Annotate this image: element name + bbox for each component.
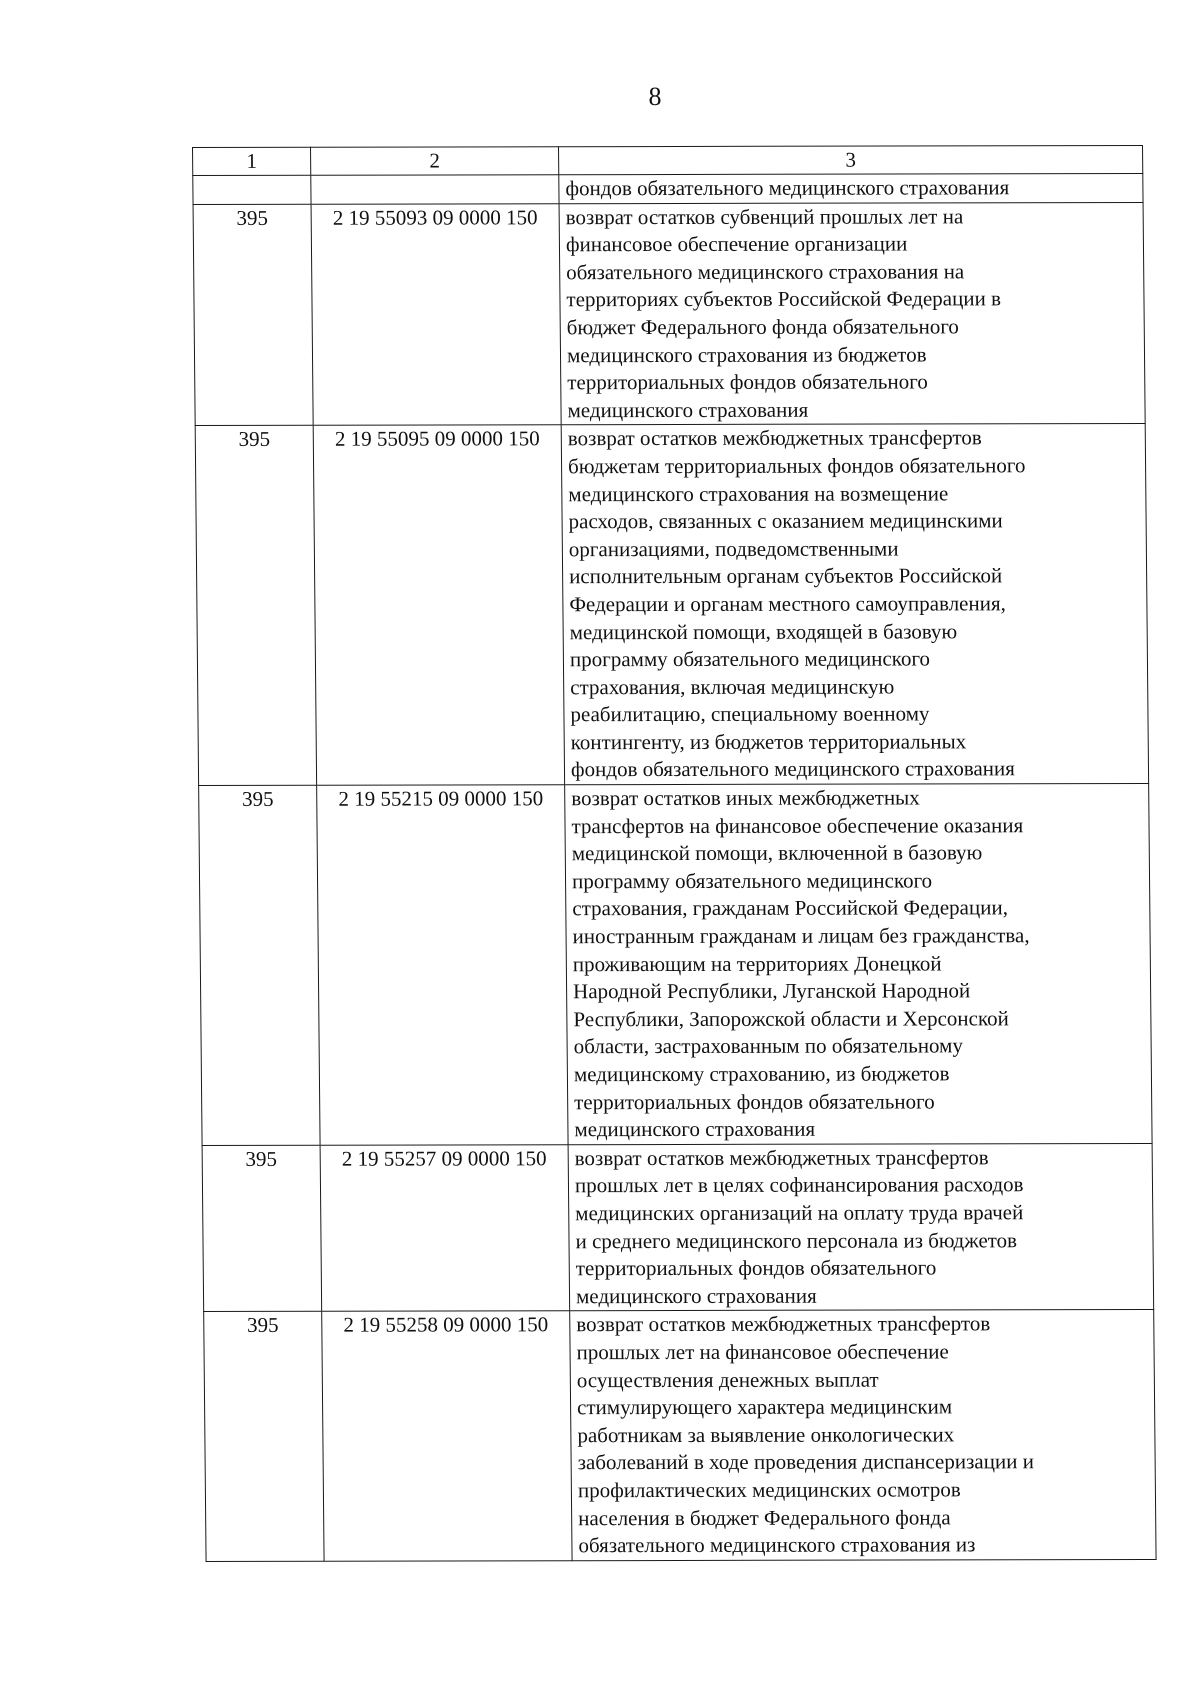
admin-code-cell: 395 (204, 1312, 324, 1562)
description-line: прошлых лет на финансовое обеспечение (576, 1339, 949, 1365)
description-cell (559, 174, 1143, 204)
description-line: области, застрахованным по обязательному (573, 1033, 964, 1059)
table-row (193, 174, 1143, 205)
description-line: страхования, гражданам Российской Федерации, (572, 895, 1009, 921)
description-line: программу обязательного медицинского (571, 868, 933, 894)
description-line: фондов обязательного медицинского страхования (565, 175, 1010, 201)
description-line: программу обязательного медицинского (569, 646, 931, 672)
budget-classification-code-cell: 2 19 55257 09 0000 150 (320, 1144, 570, 1311)
table-row (193, 202, 1145, 426)
admin-code-cell: 395 (202, 1145, 322, 1312)
description-line: Народной Республики, Луганской Народной (572, 978, 971, 1004)
description-line: медицинского страхования (567, 397, 809, 422)
header-cell-1: 1 (193, 147, 311, 175)
description-cell (561, 424, 1148, 785)
description-line: территориальных фондов обязательного (575, 1255, 937, 1281)
description-line: медицинских организаций на оплату труда врачей (575, 1200, 1024, 1226)
description-line: фондов обязательного медицинского страхования (570, 756, 1015, 782)
description-line: медицинского страхования (575, 1283, 817, 1308)
budget-classification-code-cell: 2 19 55215 09 0000 150 (317, 785, 568, 1145)
description-line: медицинского страхования (574, 1116, 816, 1142)
header-cell-2: 2 (311, 147, 559, 176)
table-row (204, 1310, 1156, 1561)
description-line: финансовое обеспечение организации (565, 231, 908, 257)
description-line: заболеваний в ходе проведения диспансеризации и (577, 1449, 1034, 1475)
description-line: медицинской помощи, входящей в базовую (569, 618, 958, 644)
budget-classification-code-cell (311, 175, 559, 204)
description-line: бюджетам территориальных фондов обязательного (567, 453, 1026, 479)
admin-code-cell: 395 (199, 785, 320, 1145)
description-line: населения в бюджет Федерального фонда (578, 1504, 951, 1530)
description-line: медицинского страхования из бюджетов (566, 342, 927, 367)
description-line: трансфертов на финансовое обеспечение оказания (571, 812, 1024, 838)
description-line: страхования, включая медицинскую (570, 674, 895, 699)
description-cell (568, 1143, 1154, 1311)
description-cell (559, 202, 1145, 425)
table-row (199, 784, 1152, 1146)
description-line: расходов, связанных с оказанием медицинскими (568, 508, 1003, 534)
description-line: территориальных фондов обязательного (567, 369, 928, 395)
description-line: медицинского страхования на возмещение (568, 480, 949, 506)
admin-code-cell (193, 175, 311, 204)
description-line: Республики, Запорожской области и Херсонской (573, 1006, 1009, 1032)
budget-classification-code-cell: 2 19 55095 09 0000 150 (313, 425, 564, 785)
table-row (195, 424, 1148, 786)
description-line: возврат остатков субвенций прошлых лет на (565, 203, 964, 229)
description-line: стимулирующего характера медицинским (576, 1394, 953, 1420)
description-cell (570, 1310, 1156, 1561)
admin-code-cell: 395 (193, 204, 313, 426)
description-line: организациями, подведомственными (568, 536, 899, 561)
description-line: обязательного медицинского страхования из (578, 1532, 976, 1558)
description-line: контингенту, из бюджетов территориальных (570, 729, 967, 755)
description-line: возврат остатков межбюджетных трансфертов (574, 1145, 989, 1170)
table-row (202, 1143, 1154, 1312)
description-line: работникам за выявление онкологических (577, 1422, 955, 1447)
description-line: возврат остатков межбюджетных трансфертов (567, 425, 982, 451)
admin-code-cell: 395 (195, 426, 316, 786)
budget-classification-code-cell: 2 19 55258 09 0000 150 (322, 1311, 572, 1561)
description-line: медицинскому страхованию, из бюджетов (573, 1061, 950, 1087)
budget-code-table (192, 145, 1157, 1562)
header-cell-3: 3 (559, 146, 1143, 175)
description-line: бюджет Федерального фонда обязательного (566, 314, 959, 340)
description-line: иностранным гражданам и лицам без гражданства, (572, 923, 1030, 949)
description-line: возврат остатков иных межбюджетных (571, 785, 920, 811)
description-line: проживающим на территориях Донецкой (572, 951, 942, 976)
description-cell (565, 784, 1152, 1145)
description-line: и среднего медицинского персонала из бюджетов (575, 1227, 1018, 1253)
page-number: 8 (648, 82, 662, 111)
description-line: профилактических медицинских осмотров (577, 1477, 961, 1503)
description-line: обязательного медицинского страхования на (566, 259, 965, 284)
description-line: исполнительным органам субъектов Российской (569, 563, 1003, 589)
description-line: прошлых лет в целях софинансирования расходов (574, 1172, 1024, 1198)
description-line: медицинской помощи, включенной в базовую (571, 840, 983, 866)
table-header-row (193, 146, 1143, 176)
description-line: территориях субъектов Российской Федерации в (566, 286, 1002, 312)
description-line: реабилитацию, специальному военному (570, 701, 930, 727)
description-line: Федерации и органам местного самоуправления, (569, 591, 1006, 617)
document-sheet (192, 145, 1156, 1562)
description-line: возврат остатков межбюджетных трансфертов (576, 1311, 991, 1337)
description-line: территориальных фондов обязательного (574, 1089, 935, 1114)
budget-classification-code-cell: 2 19 55093 09 0000 150 (311, 203, 561, 425)
description-line: осуществления денежных выплат (576, 1367, 879, 1392)
